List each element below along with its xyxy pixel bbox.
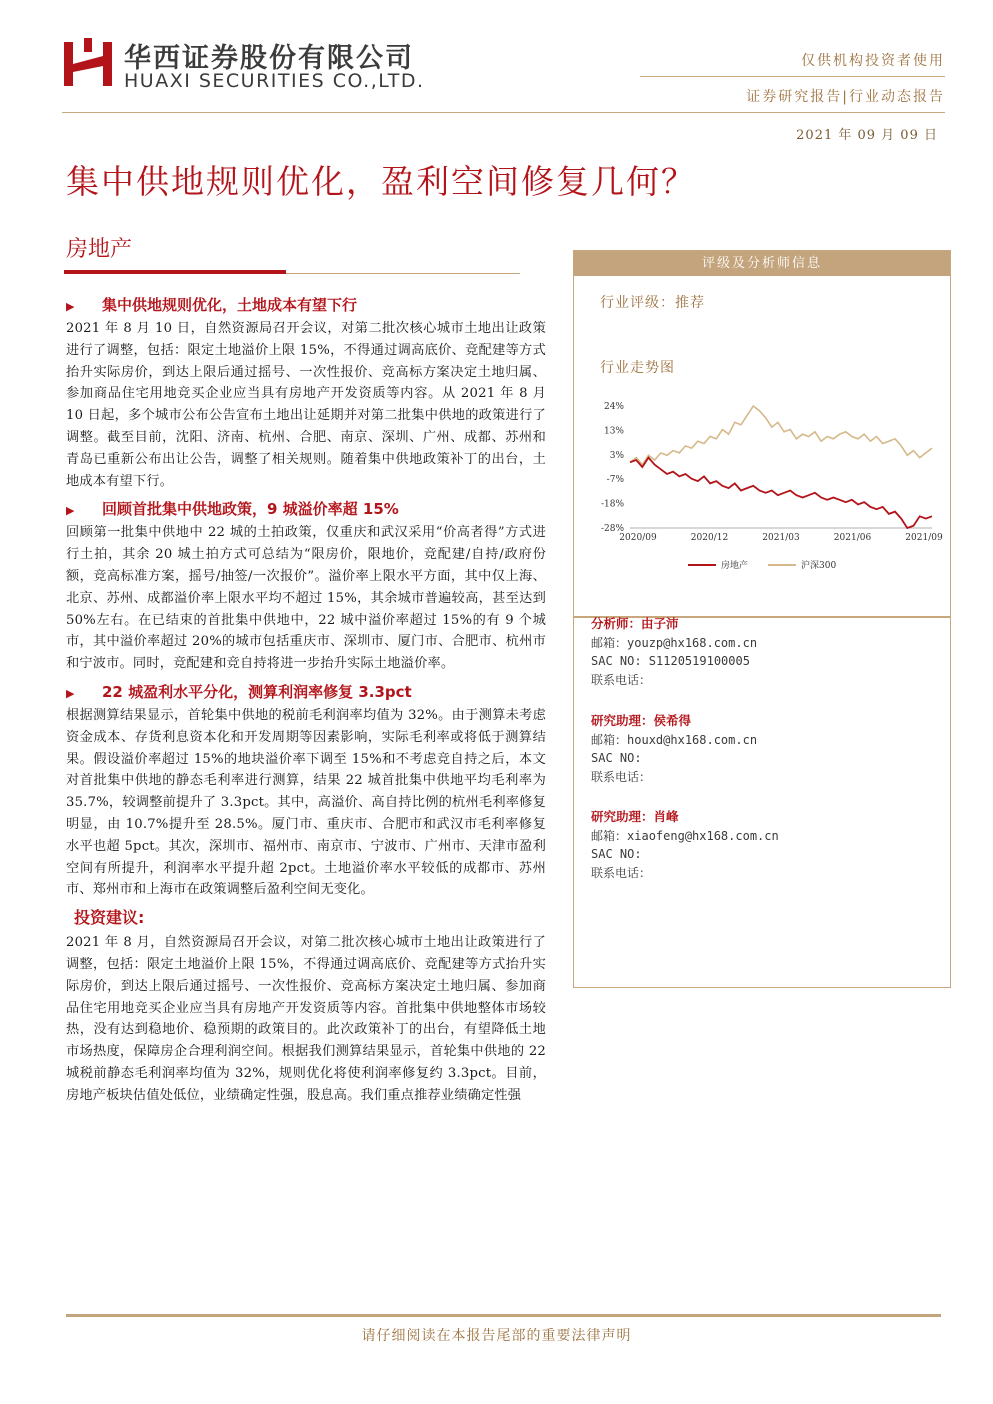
series-line-realestate — [630, 458, 932, 528]
rating-box-title: 评级及分析师信息 — [574, 251, 950, 276]
analyst-email: 邮箱：houxd@hx168.com.cn — [591, 732, 758, 747]
y-tick-label: -28% — [600, 524, 624, 534]
report-date: 2021 年 09 月 09 日 — [796, 128, 938, 143]
section-body: 2021 年 8 月 10 日，自然资源局召开会议，对第二批次核心城市土地出让政策进行了调整，包括：限定土地溢价上限 15%，不得通过调高底价、竞配建等方式抬升实际房价，到达上限后通过摇号、一次性报价、竞高标方案决定土地归属、参加商品住宅用地竞买企业应当具有房地产开发资质等内容。从 2021 年 8 月 10 日起，多个城市公布公告宣布土地出让延期并对第二批集中供地的政策进行了调整。截至目前，沈阳、济南、杭州、合肥、南京、深圳、广州、成都、苏州和青岛已重新公布出让公告，调整了相关规则。随着集中供地政策补丁的出台，土地成本有望下行。 — [66, 321, 546, 489]
main-content — [66, 288, 546, 1107]
analyst-card — [591, 712, 941, 786]
section-body: 回顾第一批集中供地中 22 城的土拍政策，仅重庆和武汉采用“价高者得”方式进行土拍，其余 20 城土拍方式可总结为“限房价，限地价，竞配建/自持/政府份额，竞高标准方案，摇号/抽签/一次报价”。溢价率上限水平方面，其中仅上海、北京、苏州、成都溢价率上限水平均不超过 15%，其余城市普遍较高，甚至达到 50%左右。在已结束的首批集中供地中，22 城中溢价率超过 15%的有 9 个城市，其中溢价率超过 20%的城市包括重庆市、深圳市、厦门市、合肥市、杭州市和宁波市。同时，竞配建和竞自持将进一步抬升实际土地溢价率。 — [66, 525, 546, 672]
analyst-name: 研究助理：侯希得 — [591, 713, 692, 728]
analyst-name: 分析师：由子沛 — [591, 616, 679, 631]
industry-underline-rule — [286, 273, 520, 274]
section-heading: ▶ 22 城盈利水平分化，测算利润率修复 3.3pct — [66, 682, 412, 701]
footer-rule — [66, 1314, 941, 1317]
chart-legend — [688, 559, 836, 571]
analyst-phone: 联系电话： — [591, 672, 652, 687]
analyst-email-link[interactable]: xiaofeng@hx168.com.cn — [627, 828, 779, 843]
header-divider-1 — [640, 76, 945, 77]
analyst-email: 邮箱：xiaofeng@hx168.com.cn — [591, 828, 779, 843]
section-heading: ▶ 回顾首批集中供地政策，9 城溢价率超 15% — [66, 500, 399, 519]
legend-label-hs300: 沪深300 — [801, 561, 837, 571]
analyst-sac: SAC NO: S1120519100005 — [591, 654, 750, 668]
analyst-sac: SAC NO: — [591, 847, 642, 861]
y-tick-label: 3% — [609, 450, 624, 461]
investment-body: 2021 年 8 月，自然资源局召开会议，对第二批次核心城市土地出让政策进行了调整，包括：限定土地溢价上限 15%，不得通过调高底价、竞配建等方式抬升实际房价，到达上限后通过摇号、一次性报价、竞高标方案决定土地归属、参加商品住宅用地竞买企业应当具有房地产开发资质等内容。首批集中供地整体市场较热，没有达到稳地价、稳预期的政策目的。此次政策补丁的出台，有望降低土地市场热度，保障房企合理利润空间。根据我们测算结果显示，首轮集中供地的 22 城税前静态毛利润率均值为 32%，规则优化将使利润率修复约 3.3pct。目前，房地产板块估值处低位，业绩确定性强，股息高。我们重点推荐业绩确定性强 — [66, 935, 546, 1103]
bullet-arrow-icon: ▶ — [66, 300, 75, 313]
y-tick-label: 13% — [603, 426, 624, 437]
analyst-email-link[interactable]: youzp@hx168.com.cn — [627, 635, 758, 650]
analyst-sac: SAC NO: — [591, 751, 642, 765]
analyst-phone: 联系电话： — [591, 865, 652, 880]
legal-notice: 请仔细阅读在本报告尾部的重要法律声明 — [361, 1328, 632, 1344]
huaxi-logo-icon — [62, 38, 114, 90]
report-type: 证券研究报告|行业动态报告 — [746, 89, 945, 105]
section-heading: ▶ 集中供地规则优化，土地成本有望下行 — [66, 296, 358, 314]
company-name-cn: 华西证券股份有限公司 — [124, 43, 414, 74]
trend-chart-label: 行业走势图 — [600, 360, 675, 376]
series-line-hs300 — [630, 406, 932, 465]
report-title: 集中供地规则优化，盈利空间修复几何？ — [66, 162, 696, 201]
industry-rating: 行业评级：推荐 — [600, 295, 705, 311]
section-body: 根据测算结果显示，首轮集中供地的税前毛利润率均值为 32%。由于测算未考虑资金成本、存货利息资本化和开发周期等因素影响，实际毛利率或将低于测算结果。假设溢价率超过 15%的地块溢价率下调至 15%和不考虑竞自持之后，本文对首批集中供地的静态毛利率进行测算，结果 22 城首批集中供地平均毛利率为 35.7%，较调整前提升了 3.3pct。其中，高溢价、高自持比例的杭州毛利率修复明显，由 10.7%提升至 28.5%。厦门市、重庆市、合肥市和武汉市毛利率修复水平也超 5pct。其次，深圳市、福州市、南京市、宁波市、广州市、天津市盈利空间有所提升，利润率水平提升超 2pct。土地溢价率水平较低的成都市、苏州市、郑州市和上海市在政策调整后盈利空间无变化。 — [66, 707, 546, 898]
y-tick-label: -18% — [600, 499, 624, 510]
x-tick-label: 2021/06 — [833, 533, 872, 543]
analyst-email-link[interactable]: houxd@hx168.com.cn — [627, 732, 758, 747]
legend-label-realestate: 房地产 — [721, 561, 749, 571]
bullet-arrow-icon: ▶ — [66, 504, 75, 518]
analyst-name: 研究助理：肖峰 — [591, 809, 679, 824]
industry-label: 房地产 — [66, 237, 133, 262]
industry-underline — [64, 270, 286, 274]
audience-note: 仅供机构投资者使用 — [801, 53, 945, 69]
investment-heading: 投资建议: — [74, 908, 145, 928]
x-tick-label: 2020/09 — [619, 533, 657, 543]
company-name-en: HUAXI SECURITIES CO.,LTD. — [124, 70, 425, 92]
y-tick-label: 24% — [603, 402, 624, 412]
y-tick-label: -7% — [606, 475, 624, 486]
header-divider-2 — [62, 112, 945, 113]
analyst-email: 邮箱：youzp@hx168.com.cn — [591, 635, 758, 650]
industry-trend-chart — [594, 392, 943, 582]
bullet-arrow-icon: ▶ — [66, 686, 75, 700]
x-tick-label: 2021/03 — [762, 533, 800, 543]
x-tick-label: 2021/09 — [905, 533, 943, 543]
x-tick-label: 2020/12 — [690, 533, 729, 543]
analyst-card — [591, 615, 941, 689]
analyst-card — [591, 808, 941, 882]
analyst-phone: 联系电话： — [591, 769, 652, 784]
